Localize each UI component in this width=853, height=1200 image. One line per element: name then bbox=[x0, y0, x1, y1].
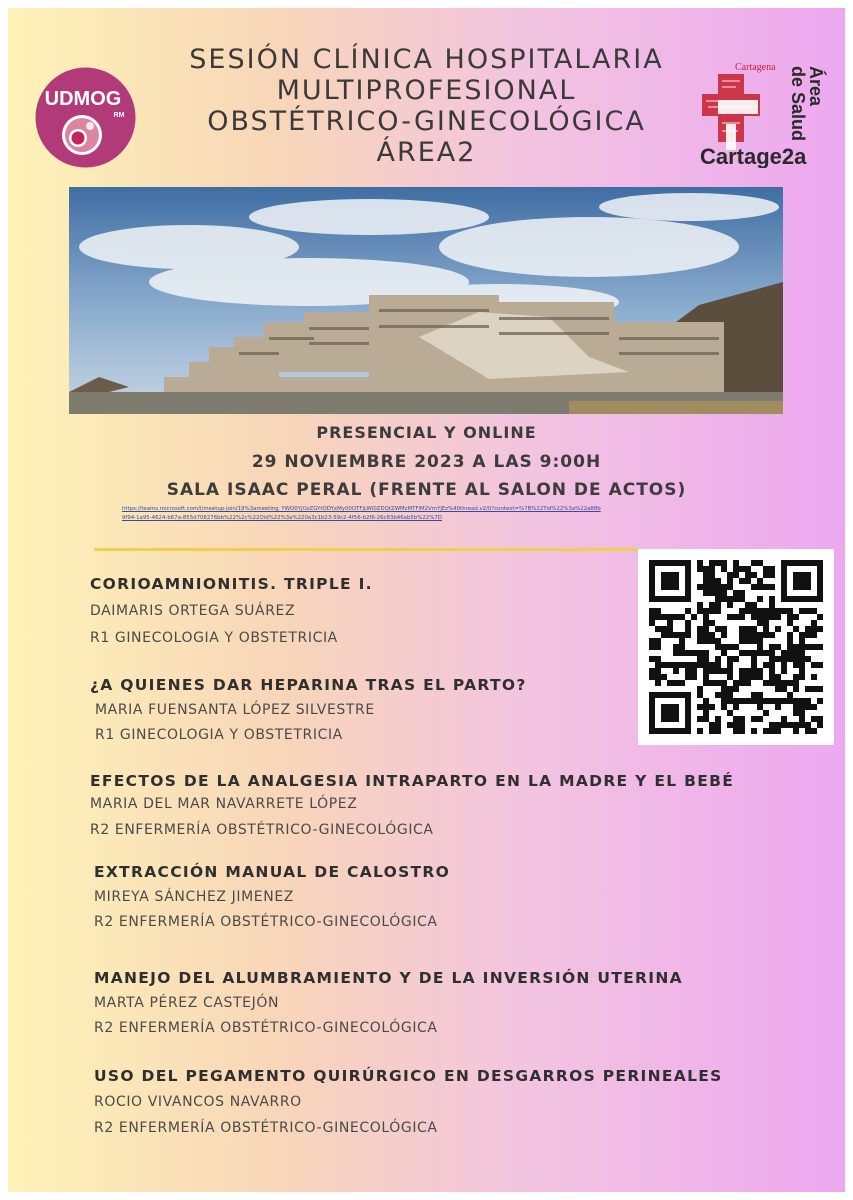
talk-3-role: R2 ENFERMERÍA OBSTÉTRICO-GINECOLÓGICA bbox=[90, 822, 434, 838]
talk-4-role: R2 ENFERMERÍA OBSTÉTRICO-GINECOLÓGICA bbox=[94, 914, 438, 930]
hospital-photo bbox=[69, 187, 783, 414]
qr-code bbox=[638, 549, 834, 745]
logo-de-salud: de Salud bbox=[788, 66, 808, 142]
talk-4-title: EXTRACCIÓN MANUAL DE CALOSTRO bbox=[94, 863, 451, 881]
logo-area: Área bbox=[806, 66, 826, 107]
logo-cartagena-small: Cartagena bbox=[735, 62, 776, 73]
divider-line bbox=[94, 548, 640, 551]
talk-6-title: USO DEL PEGAMENTO QUIRÚRGICO EN DESGARROS PERINEALES bbox=[94, 1067, 723, 1085]
talk-1-speaker: DAIMARIS ORTEGA SUÁREZ bbox=[90, 603, 296, 619]
udmog-logo-text: UDMOG bbox=[44, 88, 122, 110]
talk-2-title: ¿A QUIENES DAR HEPARINA TRAS EL PARTO? bbox=[90, 676, 527, 694]
title-line-2: MULTIPROFESIONAL bbox=[276, 75, 577, 106]
talk-2-speaker: MARIA FUENSANTA LÓPEZ SILVESTRE bbox=[95, 702, 375, 718]
talk-3-speaker: MARIA DEL MAR NAVARRETE LÓPEZ bbox=[90, 796, 358, 812]
title-line-4: ÁREA2 bbox=[376, 137, 477, 168]
talk-5-role: R2 ENFERMERÍA OBSTÉTRICO-GINECOLÓGICA bbox=[94, 1020, 438, 1036]
talk-2-role: R1 GINECOLOGIA Y OBSTETRICIA bbox=[95, 727, 343, 743]
talk-1-title: CORIOAMNIONITIS. TRIPLE I. bbox=[90, 575, 373, 593]
event-date: 29 NOVIEMBRE 2023 A LAS 9:00H bbox=[251, 452, 602, 472]
talk-1-role: R1 GINECOLOGIA Y OBSTETRICIA bbox=[90, 630, 338, 646]
talk-3-title: EFECTOS DE LA ANALGESIA INTRAPARTO EN LA MADRE Y EL BEBÉ bbox=[90, 772, 735, 790]
udmog-logo-sub: RM bbox=[113, 112, 125, 119]
area-salud-cartagena-logo bbox=[700, 44, 830, 168]
talk-6-role: R2 ENFERMERÍA OBSTÉTRICO-GINECOLÓGICA bbox=[94, 1120, 438, 1136]
talk-6-speaker: ROCIO VIVANCOS NAVARRO bbox=[94, 1094, 302, 1110]
talk-5-speaker: MARTA PÉREZ CASTEJÓN bbox=[94, 995, 280, 1011]
teams-meeting-link[interactable]: https://teams.microsoft.com/l/meetup-join/19%3ameeting_YWO0YjOzZGYtODYxMy00OTFjLWI0ZDQtZWMzMTFlM2VmYjEz%40thread.v2/0?context=%7B%22Tid%22%3a%22a88b9f94-1a95-4624-b67a-855d708276bb%22%2c%22Oid%22%3a%220a3c1b23-59c2-4f56-b2f6-26c83b46ab5b%22%7D bbox=[122, 506, 601, 521]
flyer-page bbox=[8, 8, 845, 1192]
title-line-3: OBSTÉTRICO-GINECOLÓGICA bbox=[207, 106, 646, 137]
talk-4-speaker: MIREYA SÁNCHEZ JIMENEZ bbox=[94, 889, 294, 905]
talk-5-title: MANEJO DEL ALUMBRAMIENTO Y DE LA INVERSIÓN UTERINA bbox=[94, 969, 683, 987]
event-room: SALA ISAAC PERAL (FRENTE AL SALON DE ACTOS) bbox=[166, 480, 687, 500]
logo-cartagena: Cartage2a bbox=[700, 144, 807, 168]
title-line-1: SESIÓN CLÍNICA HOSPITALARIA bbox=[189, 44, 664, 75]
event-mode: PRESENCIAL Y ONLINE bbox=[316, 423, 537, 442]
